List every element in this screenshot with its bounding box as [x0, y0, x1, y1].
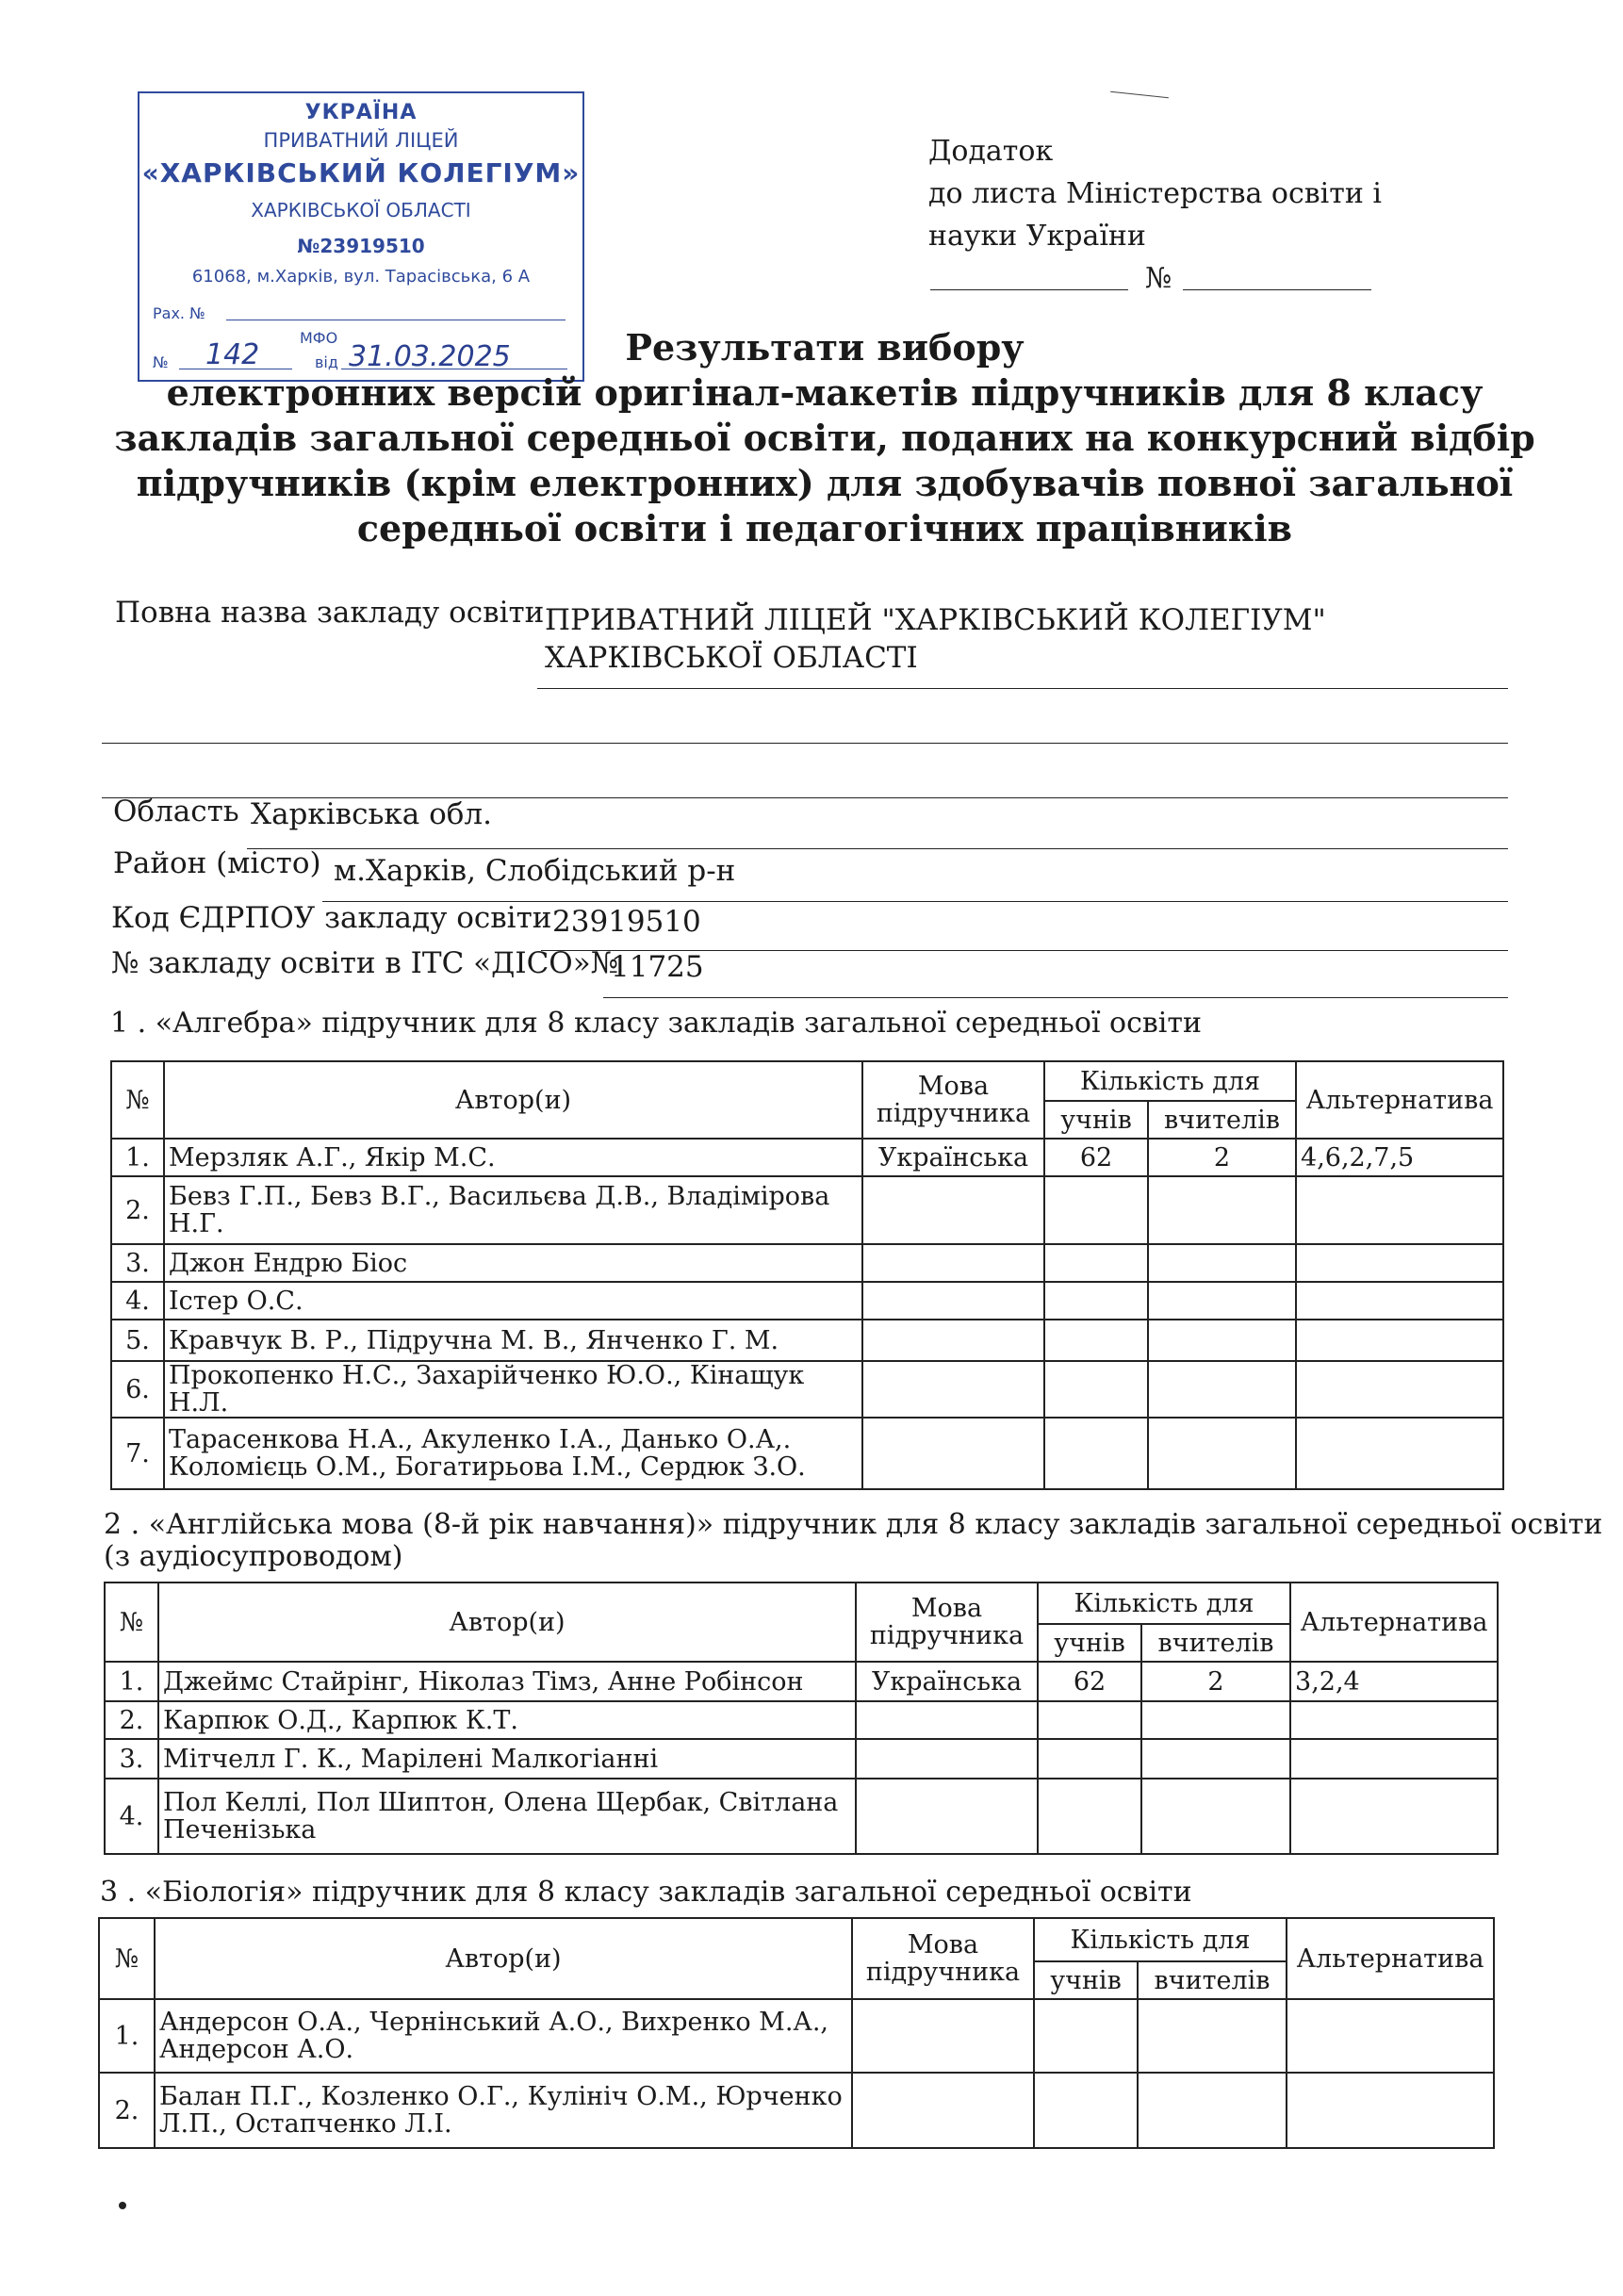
table-header-row — [99, 1918, 1494, 1961]
row-num: 5. — [111, 1320, 164, 1361]
row-author: Балан П.Г., Козленко О.Г., Кулініч О.М., Юрченко Л.П., Остапченко Л.І. — [155, 2073, 852, 2148]
row-num: 1. — [99, 1999, 155, 2073]
diso-underline — [603, 997, 1508, 998]
header-language-line-2: підручника — [865, 1958, 1021, 1987]
stamp-country: УКРАЇНА — [304, 101, 418, 124]
header-author: Автор(и) — [158, 1583, 856, 1662]
title-line-4: підручників (крім електронних) для здобувачів повної загальної — [136, 462, 1514, 504]
row-teachers — [1148, 1418, 1296, 1489]
rayon-value: м.Харків, Слобідський р-н — [334, 854, 736, 888]
row-students — [1038, 1701, 1141, 1739]
stamp-type: ПРИВАТНИЙ ЛІЦЕЙ — [263, 129, 459, 152]
row-students — [1034, 1999, 1138, 2073]
row-students — [1044, 1418, 1148, 1489]
row-teachers — [1138, 1999, 1287, 2073]
oblast-underline — [247, 848, 1508, 849]
row-teachers — [1148, 1176, 1296, 1244]
row-num: 2. — [111, 1176, 164, 1244]
addendum-line-1: Додаток — [928, 135, 1054, 168]
title-line-1: Результати вибору — [625, 326, 1025, 369]
table-row — [105, 1779, 1498, 1854]
stamp-address: 61068, м.Харків, вул. Тарасівська, 6 А — [191, 267, 531, 287]
row-alternative: 3,2,4 — [1290, 1662, 1498, 1701]
row-alternative — [1296, 1176, 1503, 1244]
section-2-title: 2 . «Англійська мова (8-й рік навчання)» підручник для 8 класу закладів загальної середньої освіти — [104, 1508, 1603, 1541]
header-quantity: Кількість для — [1034, 1918, 1287, 1961]
diso-label: № закладу освіти в ІТС «ДІСО»№ — [111, 946, 619, 980]
row-students: 62 — [1038, 1662, 1141, 1701]
header-students: учнів — [1034, 1961, 1138, 1999]
header-alternative: Альтернатива — [1296, 1061, 1503, 1139]
header-alternative: Альтернатива — [1287, 1918, 1494, 1999]
table-header-row — [105, 1583, 1498, 1624]
pen-mark — [1110, 91, 1169, 98]
header-author: Автор(и) — [164, 1061, 862, 1139]
header-language — [852, 1918, 1034, 1999]
stamp-handwritten-date: 31.03.2025 — [349, 340, 511, 373]
row-teachers — [1141, 1779, 1290, 1854]
section-3-table — [98, 1917, 1495, 2149]
scan-dot — [119, 2202, 126, 2209]
full-name-underline-2 — [102, 743, 1508, 744]
row-language — [862, 1361, 1044, 1418]
row-teachers — [1138, 2073, 1287, 2148]
row-students — [1044, 1244, 1148, 1282]
row-author: Тарасенкова Н.А., Акуленко І.А., Данько О.А,. Коломієць О.М., Богатирьова І.М., Сердюк З.О. — [164, 1418, 862, 1489]
addendum-number-line — [928, 257, 1382, 300]
edrpou-value: 23919510 — [552, 905, 701, 939]
stamp-code: №23919510 — [297, 235, 425, 257]
row-language — [862, 1176, 1044, 1244]
title-line-2: електронних версій оригінал-макетів підручників для 8 класу — [166, 371, 1484, 414]
row-alternative — [1296, 1418, 1503, 1489]
row-language — [856, 1701, 1038, 1739]
table-row — [111, 1361, 1503, 1418]
addendum-block — [928, 130, 1382, 300]
row-teachers: 2 — [1148, 1139, 1296, 1176]
row-num: 3. — [105, 1739, 158, 1779]
row-teachers — [1148, 1282, 1296, 1320]
table-row — [111, 1282, 1503, 1320]
stamp-region: ХАРКІВСЬКОЇ ОБЛАСТІ — [251, 199, 471, 221]
table-row — [99, 2073, 1494, 2148]
section-2-title-line-2: (з аудіосупроводом) — [104, 1540, 403, 1573]
row-alternative — [1287, 2073, 1494, 2148]
stamp-rah-label: Рах. № — [153, 304, 205, 322]
row-author: Прокопенко Н.С., Захарійченко Ю.О., Кінащук Н.Л. — [164, 1361, 862, 1418]
row-alternative — [1296, 1282, 1503, 1320]
row-author: Бевз Г.П., Бевз В.Г., Васильєва Д.В., Владімірова Н.Г. — [164, 1176, 862, 1244]
row-num: 1. — [105, 1662, 158, 1701]
stamp-vid-label: від — [315, 353, 338, 371]
title-line-3: закладів загальної середньої освіти, поданих на конкурсний відбір — [114, 417, 1535, 459]
row-author: Джеймс Стайрінг, Ніколаз Тімз, Анне Робінсон — [158, 1662, 856, 1701]
header-language-line-2: підручника — [876, 1099, 1031, 1128]
header-language-line-2: підручника — [869, 1621, 1025, 1650]
header-language-line-1: Мова — [917, 1072, 990, 1101]
row-students — [1044, 1320, 1148, 1361]
row-students — [1038, 1739, 1141, 1779]
table-header-row — [111, 1061, 1503, 1101]
title-line-5: середньої освіти і педагогічних працівників — [356, 507, 1293, 549]
oblast-label: Область — [113, 795, 239, 828]
table-row — [111, 1418, 1503, 1489]
section-1-title: 1 . «Алгебра» підручник для 8 класу закладів загальної середньої освіти — [110, 1007, 1202, 1040]
row-num: 7. — [111, 1418, 164, 1489]
table-row — [111, 1320, 1503, 1361]
header-language-line-1: Мова — [910, 1594, 983, 1623]
row-num: 3. — [111, 1244, 164, 1282]
row-teachers — [1141, 1701, 1290, 1739]
diso-value: 11725 — [611, 950, 704, 984]
row-language — [862, 1282, 1044, 1320]
addendum-date-blank — [930, 289, 1128, 290]
row-language — [862, 1418, 1044, 1489]
header-num: № — [105, 1583, 158, 1662]
row-author: Джон Ендрю Біос — [164, 1244, 862, 1282]
row-author: Карпюк О.Д., Карпюк К.Т. — [158, 1701, 856, 1739]
addendum-num-label: № — [1145, 262, 1172, 295]
stamp-mfo-label: МФО — [300, 329, 338, 347]
row-alternative: 4,6,2,7,5 — [1296, 1139, 1503, 1176]
row-students — [1034, 2073, 1138, 2148]
row-language — [856, 1739, 1038, 1779]
edrpou-label: Код ЄДРПОУ закладу освіти — [111, 901, 552, 935]
row-author: Андерсон О.А., Чернінський А.О., Вихренко М.А., Андерсон А.О. — [155, 1999, 852, 2073]
row-num: 1. — [111, 1139, 164, 1176]
row-teachers — [1148, 1361, 1296, 1418]
row-num: 2. — [105, 1701, 158, 1739]
table-row — [99, 1999, 1494, 2073]
stamp-no-label: № — [153, 353, 169, 371]
row-students — [1044, 1176, 1148, 1244]
full-name-label: Повна назва закладу освіти — [115, 596, 545, 630]
row-language — [852, 1999, 1034, 2073]
table-row — [111, 1244, 1503, 1282]
full-name-value-line-2: ХАРКІВСЬКОЇ ОБЛАСТІ — [545, 641, 918, 675]
table-row — [105, 1701, 1498, 1739]
header-language — [862, 1061, 1044, 1139]
table-row — [111, 1139, 1503, 1176]
row-alternative — [1296, 1361, 1503, 1418]
row-language — [862, 1320, 1044, 1361]
header-alternative: Альтернатива — [1290, 1583, 1498, 1662]
row-teachers — [1148, 1244, 1296, 1282]
header-language — [856, 1583, 1038, 1662]
row-num: 4. — [111, 1282, 164, 1320]
row-language: Українська — [856, 1662, 1038, 1701]
row-alternative — [1290, 1739, 1498, 1779]
stamp-handwritten-number: 142 — [205, 338, 260, 371]
full-name-value-line-1: ПРИВАТНИЙ ЛІЦЕЙ "ХАРКІВСЬКИЙ КОЛЕГІУМ" — [545, 603, 1326, 637]
row-teachers — [1148, 1320, 1296, 1361]
header-students: учнів — [1044, 1101, 1148, 1139]
section-1-table — [110, 1060, 1504, 1490]
row-num: 2. — [99, 2073, 155, 2148]
full-name-underline-1 — [537, 688, 1508, 689]
row-teachers — [1141, 1739, 1290, 1779]
table-row — [111, 1176, 1503, 1244]
addendum-line-3: науки України — [928, 220, 1146, 253]
header-quantity: Кількість для — [1044, 1061, 1296, 1101]
row-author: Мерзляк А.Г., Якір М.С. — [164, 1139, 862, 1176]
header-teachers: вчителів — [1141, 1624, 1290, 1662]
row-alternative — [1287, 1999, 1494, 2073]
row-author: Мітчелл Г. К., Марілені Малкогіанні — [158, 1739, 856, 1779]
row-students: 62 — [1044, 1139, 1148, 1176]
header-teachers: вчителів — [1138, 1961, 1287, 1999]
section-2-table — [104, 1582, 1499, 1855]
header-author: Автор(и) — [155, 1918, 852, 1999]
header-language-line-1: Мова — [907, 1930, 979, 1960]
row-author: Істер О.С. — [164, 1282, 862, 1320]
stamp-name: «ХАРКІВСЬКИЙ КОЛЕГІУМ» — [141, 157, 581, 189]
header-num: № — [111, 1061, 164, 1139]
table-row — [105, 1739, 1498, 1779]
header-num: № — [99, 1918, 155, 1999]
rayon-label: Район (місто) — [113, 846, 321, 880]
header-students: учнів — [1038, 1624, 1141, 1662]
row-alternative — [1296, 1244, 1503, 1282]
row-num: 6. — [111, 1361, 164, 1418]
row-language — [856, 1779, 1038, 1854]
addendum-num-blank — [1183, 289, 1371, 290]
addendum-line-2: до листа Міністерства освіти і — [928, 177, 1382, 210]
section-3-title: 3 . «Біологія» підручник для 8 класу закладів загальної середньої освіти — [100, 1876, 1192, 1909]
row-students — [1044, 1361, 1148, 1418]
row-students — [1038, 1779, 1141, 1854]
oblast-value: Харківська обл. — [251, 797, 492, 831]
row-language — [852, 2073, 1034, 2148]
row-num: 4. — [105, 1779, 158, 1854]
table-row — [105, 1662, 1498, 1701]
row-author: Кравчук В. Р., Підручна М. В., Янченко Г. М. — [164, 1320, 862, 1361]
row-teachers: 2 — [1141, 1662, 1290, 1701]
header-teachers: вчителів — [1148, 1101, 1296, 1139]
row-author: Пол Келлі, Пол Шиптон, Олена Щербак, Світлана Печенізька — [158, 1779, 856, 1854]
row-alternative — [1290, 1701, 1498, 1739]
row-students — [1044, 1282, 1148, 1320]
document-title — [94, 325, 1555, 551]
row-language: Українська — [862, 1139, 1044, 1176]
header-quantity: Кількість для — [1038, 1583, 1290, 1624]
row-alternative — [1290, 1779, 1498, 1854]
row-alternative — [1296, 1320, 1503, 1361]
row-language — [862, 1244, 1044, 1282]
